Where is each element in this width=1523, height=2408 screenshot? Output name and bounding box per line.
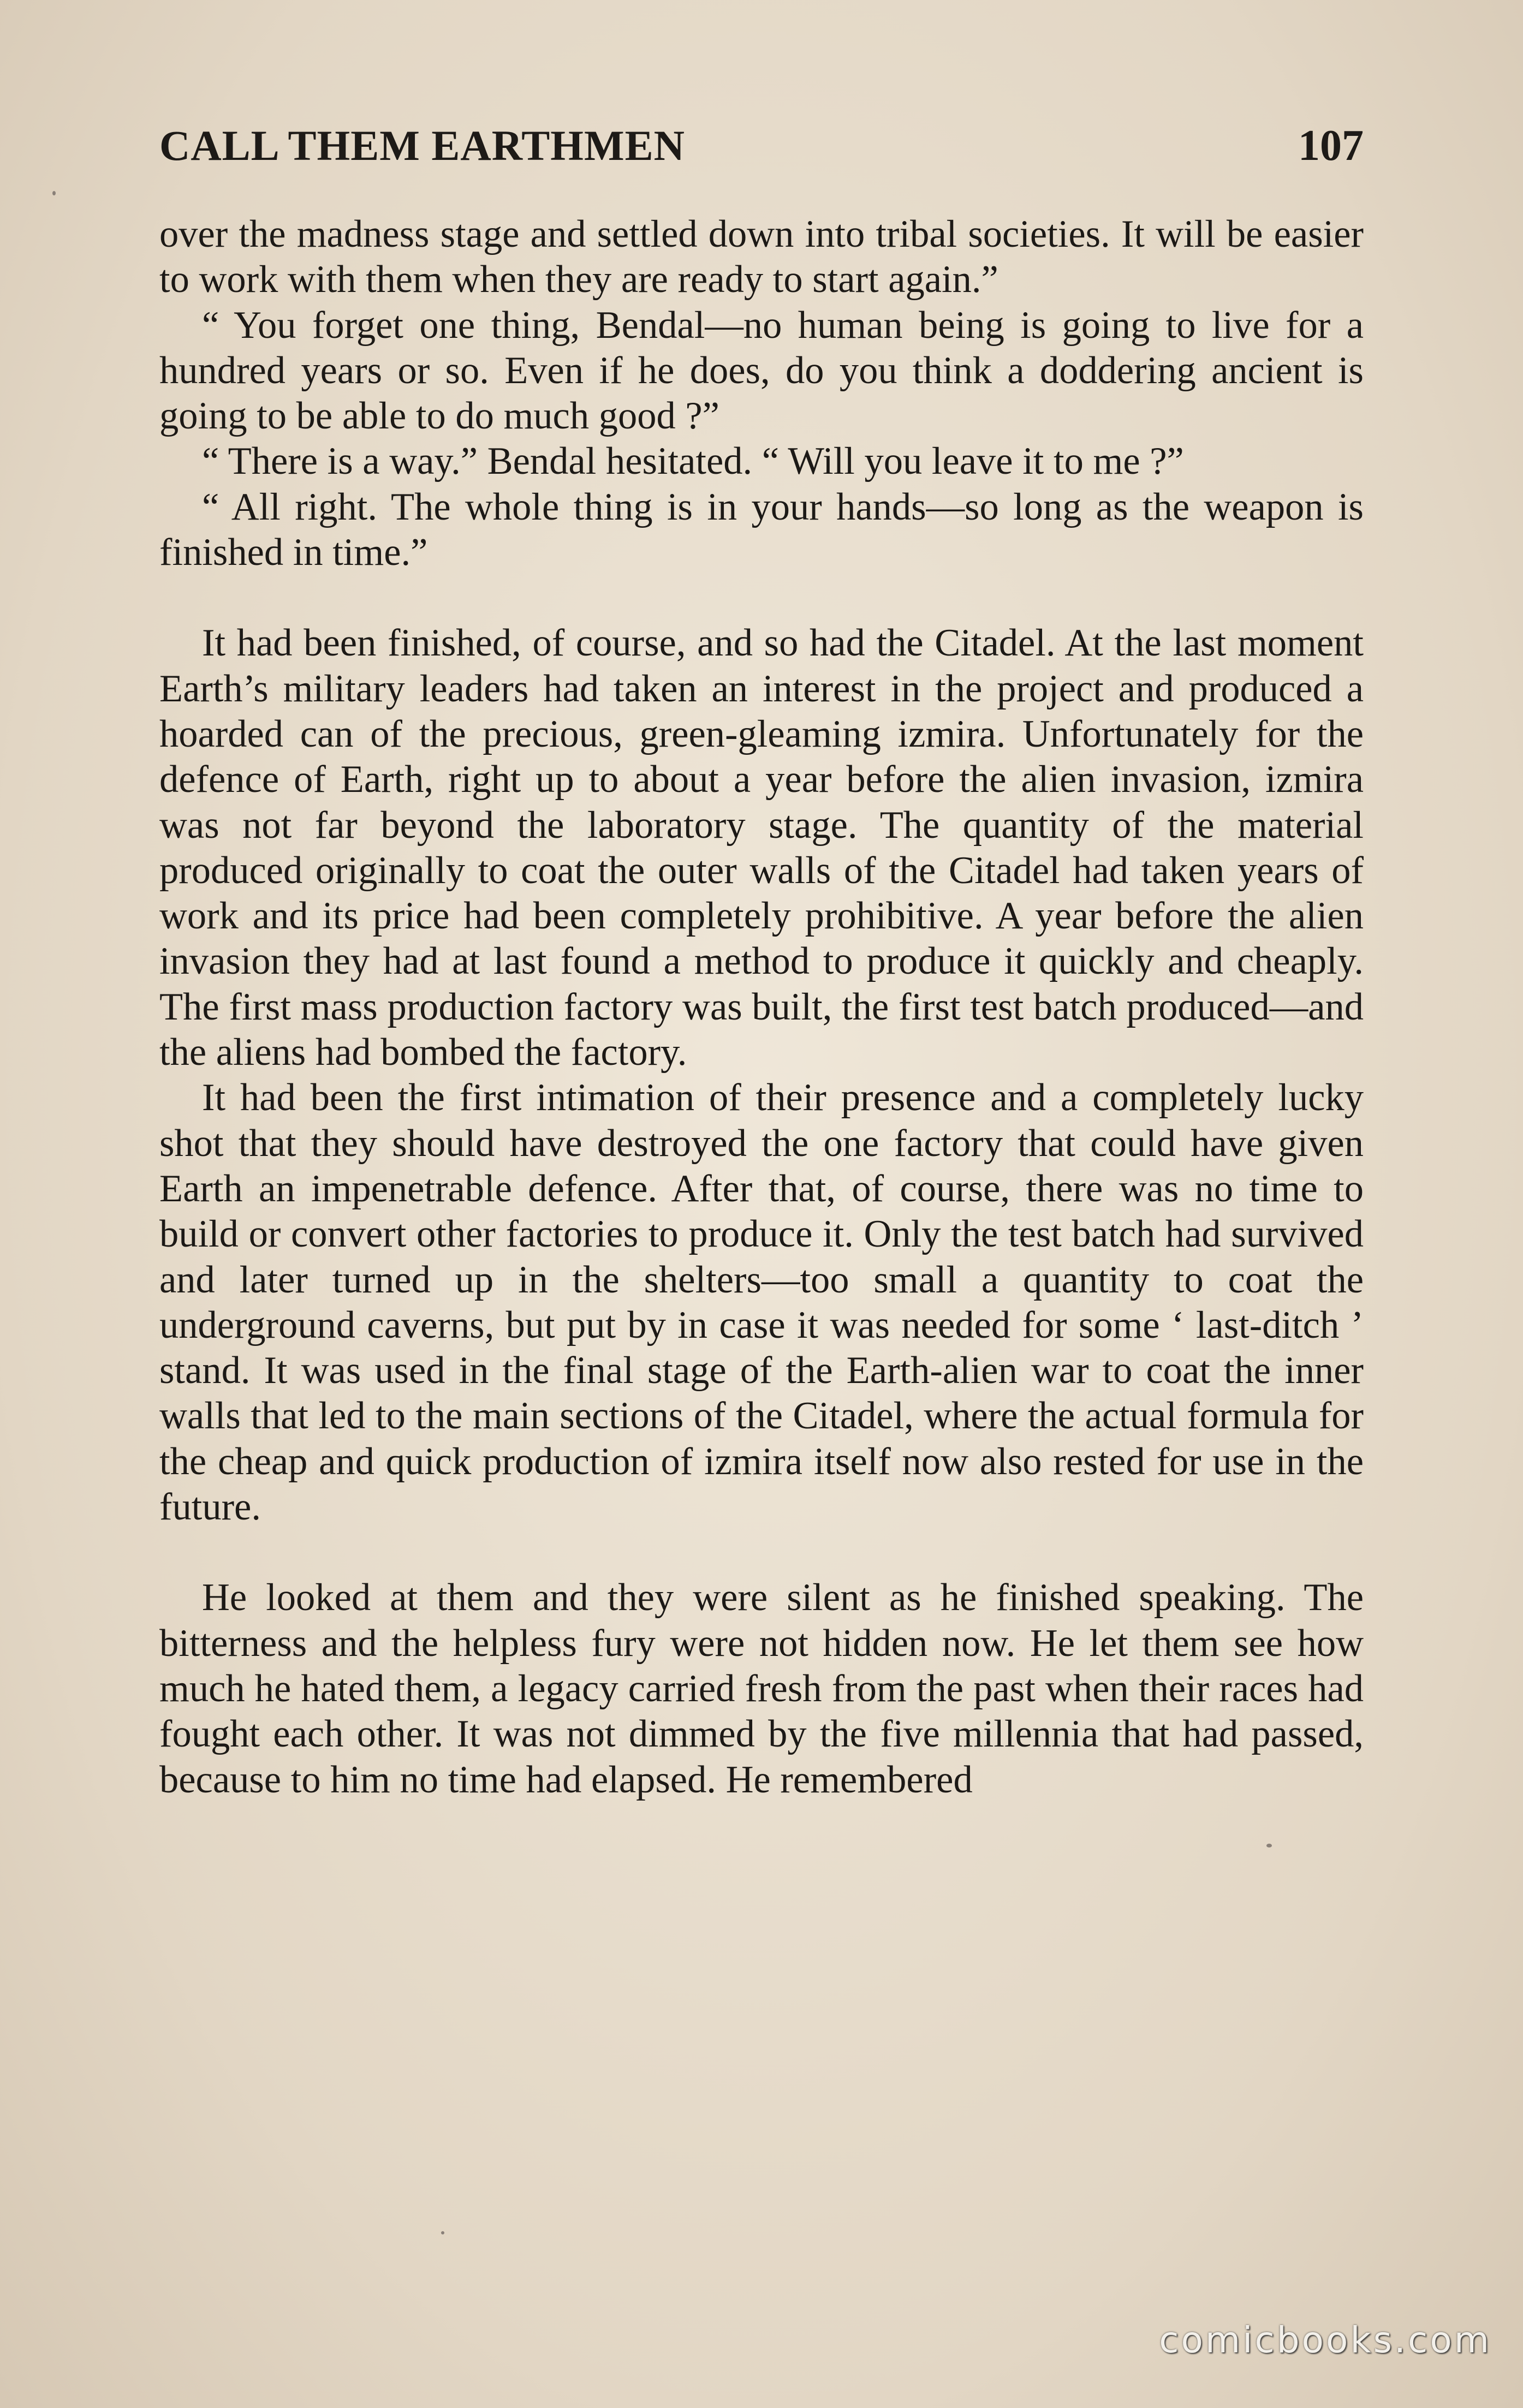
page-header — [159, 121, 1364, 181]
section-break — [159, 1530, 1364, 1575]
body-text — [159, 212, 1364, 1803]
paragraph-dialogue: “ You forget one thing, Bendal—no human being is going to live for a hundred years or so. Even if he does, do you think a doddering ancient is going to be able to do much good ?” — [159, 303, 1364, 438]
paper-speck — [1266, 1844, 1272, 1847]
paragraph: He looked at them and they were silent as he finished speaking. The bitterness and the helpless fury were not hidden now. He let them see how much he hated them, a legacy carried fresh from the past when their races had fought each other. It was not dimmed by the five millennia that had passed, because to him no time had elapsed. He remembered — [159, 1576, 1364, 1801]
page-number: 107 — [1298, 122, 1364, 170]
paragraph: It had been finished, of course, and so had the Citadel. At the last moment Earth’s military leaders had taken an interest in the project and produced a hoarded can of the precious, green-gleaming izmira. Unfortunately for the defence of Earth, right up to about a year before the alien invasion, izmira was not far beyond the laboratory stage. The quantity of the material produced originally to coat the outer walls of the Citadel had taken years of work and its price had been completely prohibitive. A year before the alien invasion they had at last found a method to produce it quickly and cheaply. The first mass production factory was built, the first test batch produced—and the aliens had bombed the factory. — [159, 622, 1364, 1074]
paragraph-dialogue: “ All right. The whole thing is in your hands—so long as the weapon is finished in time.” — [159, 485, 1364, 574]
paper-speck — [441, 2231, 444, 2234]
paragraph: It had been the first intimation of their presence and a completely lucky shot that they should have destroyed the one factory that could have given Earth an impenetrable defence. After that, of course, there was no time to build or convert other factories to produce it. Only the test batch had survived and later turned up in the shelters—too small a quantity to coat the underground caverns, but put by in case it was needed for some ‘ last-ditch ’ stand. It was used in the final stage of the Earth-alien war to coat the inner walls that led to the main sections of the Citadel, where the actual formula for the cheap and quick production of izmira itself now also rested for use in the future. — [159, 1076, 1364, 1529]
paragraph-dialogue: “ There is a way.” Bendal hesitated. “ Will you leave it to me ?” — [202, 440, 1184, 483]
paper-speck — [52, 191, 56, 195]
section-break — [159, 575, 1364, 621]
paragraph-continuation: over the madness stage and settled down into tribal societies. It will be easier to work with them when they are ready to start again.” — [159, 213, 1364, 301]
watermark: comicbooks.com — [1159, 2319, 1491, 2361]
running-head: CALL THEM EARTHMEN — [159, 122, 685, 169]
